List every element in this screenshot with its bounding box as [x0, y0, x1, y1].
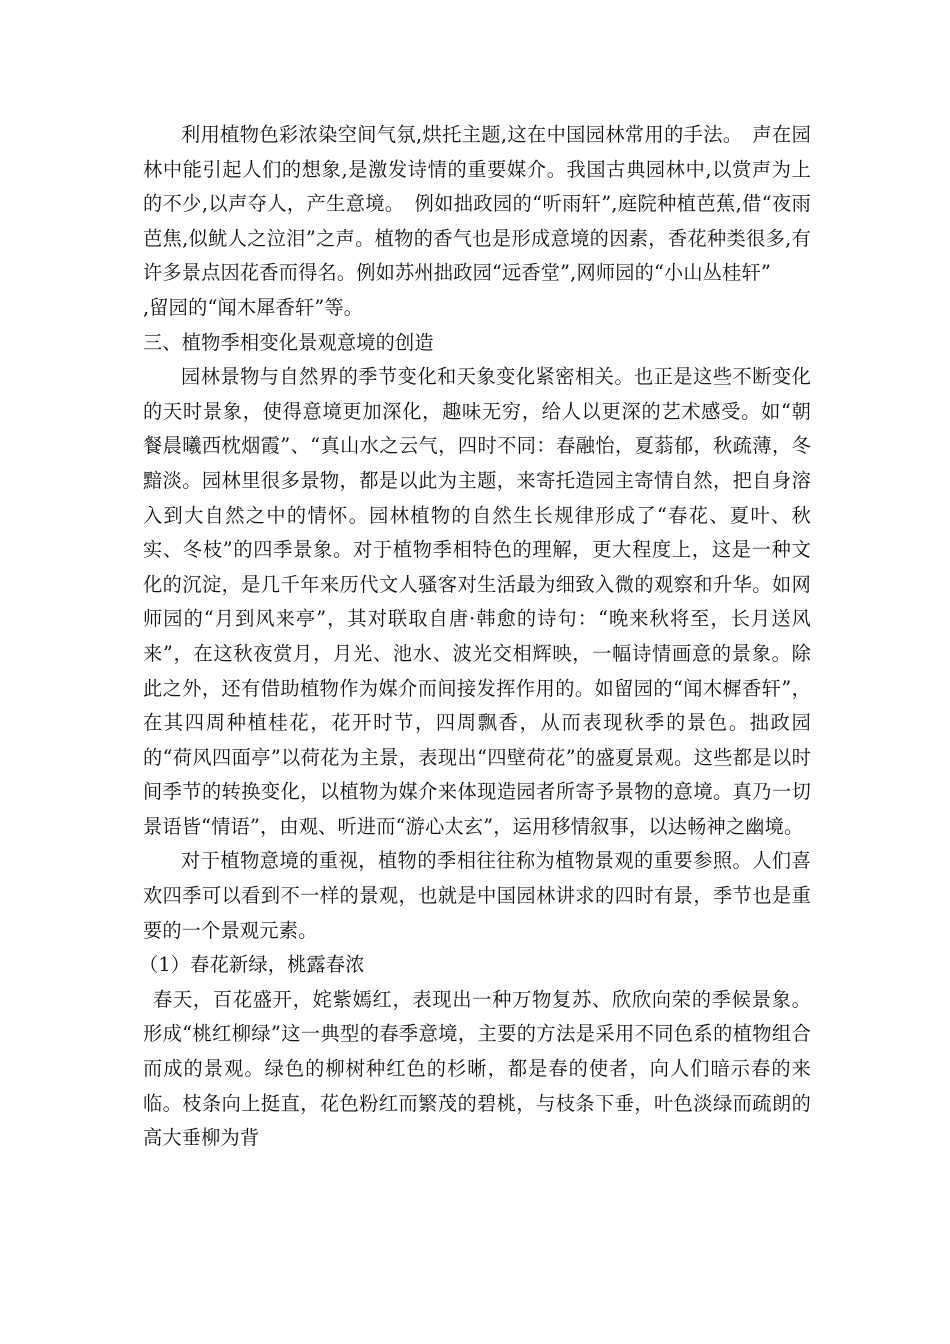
paragraph-spring: 春天，百花盛开，姹紫嫣红，表现出一种万物复苏、欣欣向荣的季候景象。形成“桃红柳绿”这一典型的春季意境，主要的方法是采用不同色系的植物组合而成的景观。绿色的柳树种红色的杉晰，都是春的使者，向人们暗示春的来临。枝条向上挺直，花色粉红而繁茂的碧桃，与枝条下垂，叶色淡绿而疏朗的高大垂柳为背: [143, 987, 811, 1150]
section-heading: 三、植物季相变化景观意境的创造: [143, 330, 434, 354]
body-text: [139, 118, 811, 1156]
paragraph-scent-and-sound: 利用植物色彩浓染空间气氛,烘托主题,这在中国园林常用的手法。 声在园林中能引起人们的想象,是激发诗情的重要媒介。我国古典园林中,以赏声为上的不少,以声夺人，产生意境。 例如拙政园的“听雨轩”,庭院种植芭蕉,借“夜雨芭焦,似鱿人之泣泪”之声。植物的香气也是形成意境的因素，香花种类很多,有许多景点因花香而得名。例如苏州拙政园“远香堂”,网师园的“小山丛桂轩”: [143, 123, 811, 285]
paragraph-seasonal-importance: 对于植物意境的重视，植物的季相往往称为植物景观的重要参照。人们喜欢四季可以看到不一样的景观，也就是中国园林讲求的四时有景，季节也是重要的一个景观元素。: [143, 849, 811, 942]
paragraph-seasonal-landscape: 园林景物与自然界的季节变化和天象变化紧密相关。也正是这些不断变化的天时景象，使得意境更加深化，趣味无穷，给人以更深的艺术感受。如“朝餐晨曦西枕烟霞”、“真山水之云气，四时不同：春融怡，夏蓊郁，秋疏薄，冬黯淡。园林里很多景物，都是以此为主题，来寄托造园主寄情自然，把自身溶入到大自然之中的情怀。园林植物的自然生长规律形成了“春花、夏叶、秋实、冬枝”的四季景象。对于植物季相特色的理解，更大程度上，这是一种文化的沉淀，是几千年来历代文人骚客对生活最为细致入微的观察和升华。如网师园的“月到风来亭”，其对联取自唐·韩愈的诗句：“晚来秋将至，长月送风来”，在这秋夜赏月，月光、池水、波光交相辉映，一幅诗情画意的景象。除此之外，还有借助植物作为媒介而间接发挥作用的。如留园的“闻木樨香轩”，在其四周种植桂花，花开时节，四周飘香，从而表现秋季的景色。拙政园的“荷风四面亭”以荷花为主景，表现出“四壁荷花”的盛夏景观。这些都是以时间季节的转换变化，以植物为媒介来体现造园者所寄予景物的意境。真乃一切景语皆“情语”，由观、听进而“游心太玄”，运用移情叙事，以达畅神之幽境。: [143, 365, 811, 838]
paragraph-continuation: ,留园的“闻木犀香轩”等。: [143, 295, 364, 319]
subsection-heading: （1）春花新绿，桃露春浓: [139, 953, 365, 977]
